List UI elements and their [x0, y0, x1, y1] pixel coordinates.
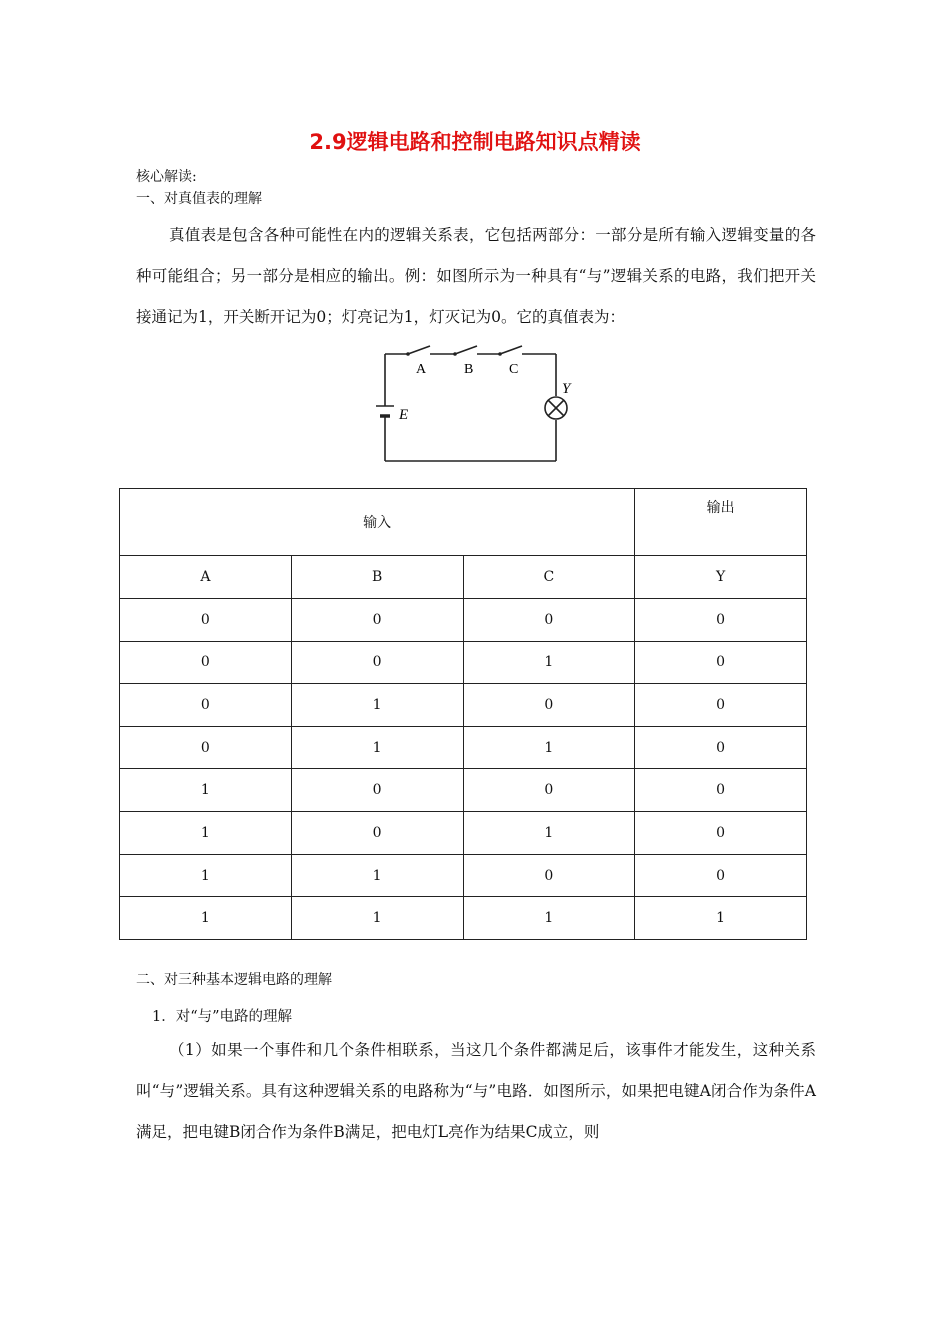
- table-row: [120, 598, 807, 641]
- input-header: 输入: [120, 489, 635, 556]
- section2-paragraph: （1）如果一个事件和几个条件相联系，当这几个条件都满足后，该事件才能发生，这种关系叫“与”逻辑关系。具有这种逻辑关系的电路称为“与”电路．如图所示，如果把电键A闭合作为条件A满足，把电键B闭合作为条件B满足，把电灯L亮作为结果C成立，则: [136, 1041, 816, 1141]
- table-cell: 0: [463, 684, 635, 727]
- lamp-label: Y: [562, 381, 571, 397]
- table-cell: 0: [635, 812, 807, 855]
- switch-label-b: B: [464, 362, 474, 377]
- table-cell: 0: [463, 854, 635, 897]
- table-cell: 0: [635, 684, 807, 727]
- switch-label-a: A: [416, 362, 427, 377]
- switch-label-c: C: [509, 362, 519, 377]
- switch-b: [455, 346, 477, 354]
- table-row: [120, 684, 807, 727]
- table-cell: 1: [120, 897, 292, 940]
- table-cell: 1: [291, 854, 463, 897]
- table-cell: 0: [635, 726, 807, 769]
- table-cell: 0: [120, 684, 292, 727]
- table-row: [120, 854, 807, 897]
- battery-label: E: [399, 407, 409, 423]
- table-cell: 1: [463, 812, 635, 855]
- table-cell: 0: [463, 598, 635, 641]
- intro-label: 核心解读:: [136, 169, 197, 185]
- table-row: [120, 769, 807, 812]
- switch-a: [408, 346, 430, 354]
- section1-paragraph: 真值表是包含各种可能性在内的逻辑关系表，它包括两部分：一部分是所有输入逻辑变量的各种可能组合；另一部分是相应的输出。例：如图所示为一种具有“与”逻辑关系的电路，我们把开关接通记为1，开关断开记为0；灯亮记为1，灯灭记为0。它的真值表为：: [136, 226, 816, 326]
- section1-heading: 一、对真值表的理解: [136, 191, 262, 207]
- table-cell: 1: [463, 726, 635, 769]
- table-cell: 1: [120, 854, 292, 897]
- switch-c: [500, 346, 522, 354]
- table-cell: 0: [120, 598, 292, 641]
- table-cell: 1: [291, 726, 463, 769]
- table-cell: 0: [635, 769, 807, 812]
- table-cell: 1: [291, 684, 463, 727]
- table-cell: 1: [463, 897, 635, 940]
- table-row: [120, 897, 807, 940]
- table-cell: 0: [463, 769, 635, 812]
- table-cell: 0: [120, 726, 292, 769]
- column-header: A: [120, 556, 292, 599]
- table-cell: 1: [120, 769, 292, 812]
- table-cell: 0: [291, 769, 463, 812]
- table-cell: 1: [120, 812, 292, 855]
- table-cell: 0: [291, 641, 463, 684]
- section2-subheading: 1．对“与”电路的理解: [152, 1009, 293, 1025]
- output-header: 输出: [635, 489, 807, 556]
- section2-heading: 二、对三种基本逻辑电路的理解: [136, 972, 332, 988]
- table-row: [120, 641, 807, 684]
- column-header: C: [463, 556, 635, 599]
- table-row: [120, 726, 807, 769]
- table-cell: 0: [635, 598, 807, 641]
- and-circuit-diagram: [370, 336, 580, 466]
- table-cell: 0: [635, 641, 807, 684]
- table-cell: 0: [291, 598, 463, 641]
- truth-table: [119, 488, 807, 940]
- table-cell: 1: [463, 641, 635, 684]
- table-cell: 0: [635, 854, 807, 897]
- table-cell: 1: [635, 897, 807, 940]
- table-cell: 0: [120, 641, 292, 684]
- table-column-row: [120, 556, 807, 599]
- table-cell: 1: [291, 897, 463, 940]
- column-header: Y: [635, 556, 807, 599]
- table-header-row: [120, 489, 807, 556]
- table-cell: 0: [291, 812, 463, 855]
- column-header: B: [291, 556, 463, 599]
- table-row: [120, 812, 807, 855]
- document-title: 2.9逻辑电路和控制电路知识点精读: [309, 130, 641, 154]
